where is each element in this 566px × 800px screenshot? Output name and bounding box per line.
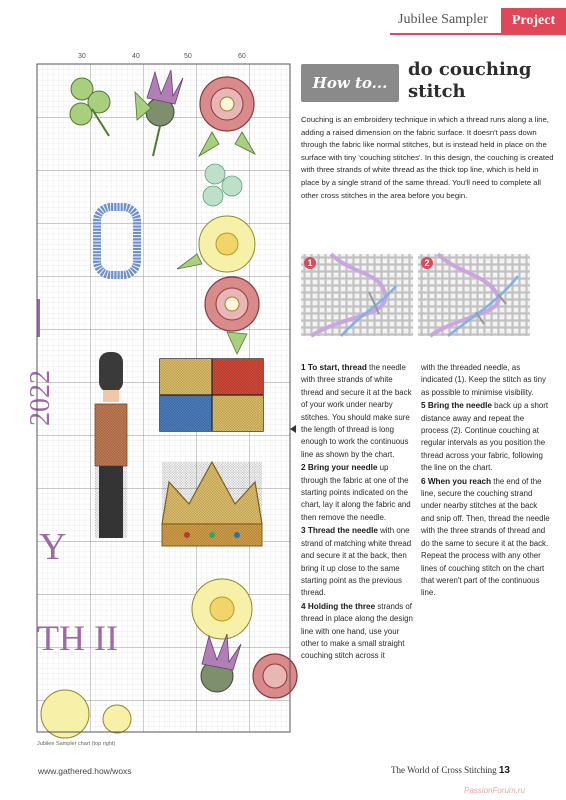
- steps-column: [301, 362, 417, 664]
- watermark: PassionForum.ru: [464, 786, 525, 795]
- step-paragraph: [421, 400, 551, 474]
- step-paragraph: [301, 525, 417, 599]
- step-paragraph: [421, 476, 551, 600]
- footer-url[interactable]: www.gathered.how/woxs: [38, 766, 132, 776]
- column-number: 50: [184, 53, 192, 60]
- step-image-number: 2: [424, 258, 430, 268]
- magazine-name: The World of Cross Stitching: [391, 765, 497, 775]
- step-heading: 2 Bring your needle: [301, 463, 378, 473]
- column-number: 40: [132, 53, 140, 60]
- steps-column: [421, 362, 551, 601]
- step-image-number: 1: [307, 258, 313, 268]
- cross-stitch-chart: [25, 64, 290, 732]
- column-number: 30: [78, 53, 86, 60]
- daffodil-motif: [192, 579, 252, 639]
- header-rule: [390, 33, 566, 35]
- column-number: 60: [238, 53, 246, 60]
- flag-motif: [160, 359, 263, 431]
- chart-caption: Jubilee Sampler chart (top right): [37, 741, 116, 747]
- series-title: Jubilee Sampler: [398, 12, 488, 27]
- footer-magazine: [391, 765, 510, 776]
- guardsman-motif: [95, 352, 127, 538]
- page-number: 13: [498, 765, 510, 776]
- howto-badge: How to...: [301, 64, 399, 102]
- step-heading: 1 To start, thread: [301, 363, 367, 372]
- step-heading: 3 Thread the needle: [301, 526, 378, 536]
- step-body: the needle with three strands of white thread and secure it at the back of your work under nearby stitches. You should make sure the length of thread is long enough to work the continuous line as shown by the chart.: [301, 363, 412, 459]
- howto-title-line: stitch: [408, 81, 466, 102]
- couching-step-2-image: [418, 254, 530, 336]
- step-paragraph: [301, 362, 417, 461]
- crown-motif: [162, 462, 262, 546]
- step-heading: 6 When you reach: [421, 476, 492, 486]
- howto-intro: Couching is an embroidery technique in which a thread runs along a line, adding a raised dimension on the fabric surface. It doesn't pass down through the fabric like normal stitches, but is instead held in place on the surface with tiny ‘couching stitches’. In this design, the couching is created with three strands of white thread as the thick top line, which is held in place by a single strand of the same thread. You'll need to complete all other cross stitches in the area before you begin.: [301, 115, 554, 200]
- step-body: the end of the line, secure the couching strand under nearby stitches at the back and snip off. Then, thread the needle with the three strands of thread and do the same to secure it at the back. Repeat the process with any other lines of couching stitch on the chart that weren't part of the continuous line.: [421, 476, 550, 598]
- step-body: with one strand of matching white thread and secure it at the back, then bring it up close to the same starting point as the previous thread.: [301, 526, 412, 598]
- step-heading: 4 Holding the three: [301, 601, 376, 611]
- sampler-year: 2022: [25, 370, 56, 426]
- sampler-roman: TH II: [37, 618, 118, 658]
- sampler-letter: Y: [39, 526, 67, 568]
- howto-title: [408, 59, 558, 103]
- step-heading: 5 Bring the needle: [421, 401, 492, 411]
- step-body: strands of thread in place along the design line with one hand, use your other to make a small straight couching stitch across it: [301, 601, 413, 661]
- step-continuation: with the threaded needle, as indicated (1). Keep the stitch as tiny as possible to minimise visibility.: [421, 363, 547, 397]
- step-body: up through the fabric at one of the starting points indicated on the chart, lay it along the fabric and then remove the needle.: [301, 463, 411, 522]
- chart-center-arrow-icon: [290, 425, 296, 433]
- step-paragraph: [301, 462, 417, 524]
- couching-step-1-image: [301, 254, 413, 336]
- step-paragraph: [301, 601, 417, 663]
- step-body: back up a short distance away and repeat the process (2). Continue couching at regular intervals as you position the thread across your fabric, following the line on the chart.: [421, 401, 549, 473]
- section-tab: Project: [501, 8, 566, 33]
- howto-title-line: do couching: [408, 59, 532, 80]
